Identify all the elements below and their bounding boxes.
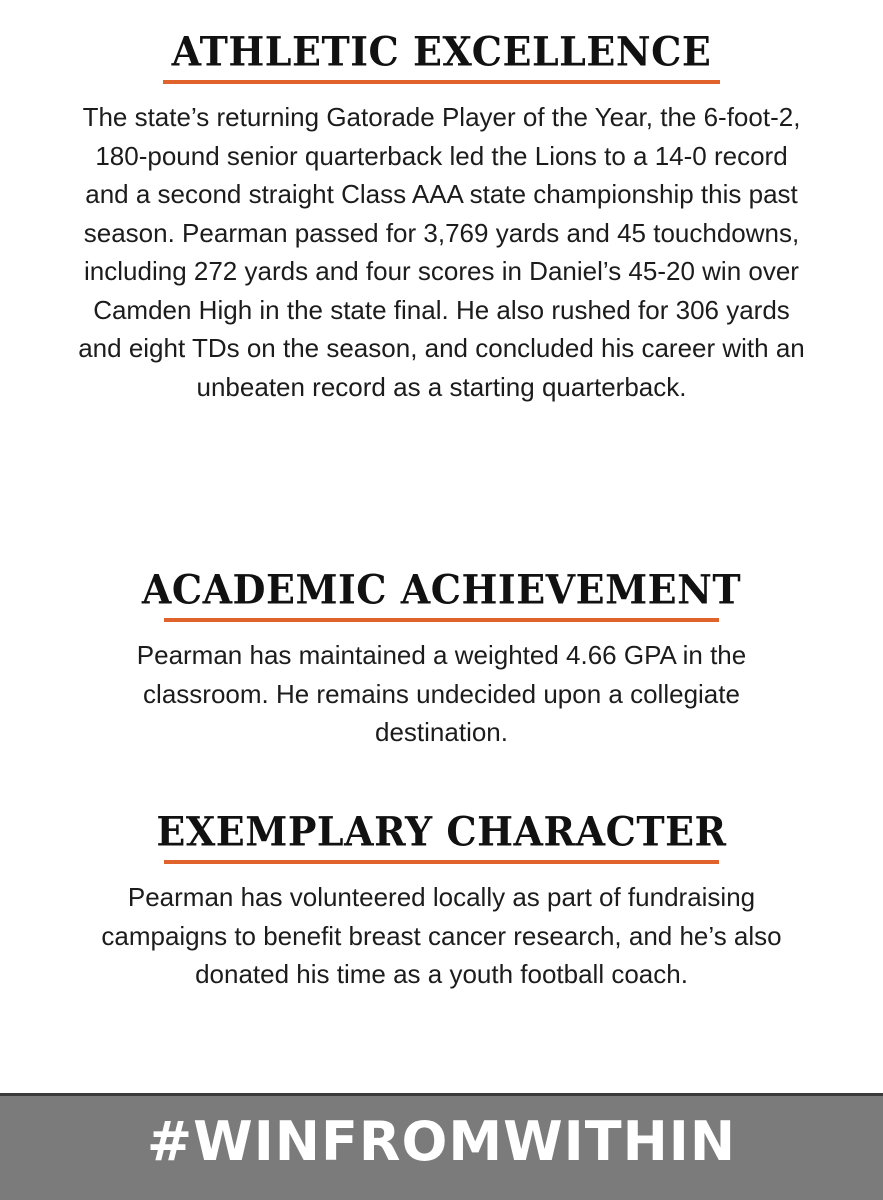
academic-heading: ACADEMIC ACHIEVEMENT xyxy=(141,565,742,614)
academic-heading-rule xyxy=(164,618,719,622)
athletic-excellence-section xyxy=(0,27,883,406)
character-heading-rule xyxy=(164,860,719,864)
academic-heading-wrap xyxy=(0,565,883,622)
footer-hashtag: #WINFROMWITHIN xyxy=(146,1109,737,1173)
athletic-body-text: The state’s returning Gatorade Player of the Year, the 6-foot-2, 180-pound senior quarterback led the Lions to a 14-0 record and a second straight Class AAA state championship this past season. Pearman passed for 3,769 yards and 45 touchdowns, including 272 yards and four scores in Daniel’s 45-20 win over Camden High in the state final. He also rushed for 306 yards and eight TDs on the season, and concluded his career with an unbeaten record as a starting quarterback. xyxy=(78,102,805,402)
character-heading-wrap xyxy=(0,807,883,864)
athletic-heading-wrap xyxy=(0,27,883,84)
character-body-text: Pearman has volunteered locally as part of fundraising campaigns to benefit breast cancer research, and he’s also donated his time as a youth football coach. xyxy=(101,882,782,989)
character-heading: EXEMPLARY CHARACTER xyxy=(156,807,727,856)
athletic-heading: ATHLETIC EXCELLENCE xyxy=(171,27,712,76)
athletic-heading-rule xyxy=(163,80,720,84)
academic-body-text: Pearman has maintained a weighted 4.66 GPA in the classroom. He remains undecided upon a collegiate destination. xyxy=(136,640,747,747)
footer-banner xyxy=(0,1093,883,1200)
academic-achievement-section xyxy=(0,565,883,752)
exemplary-character-section xyxy=(0,807,883,994)
